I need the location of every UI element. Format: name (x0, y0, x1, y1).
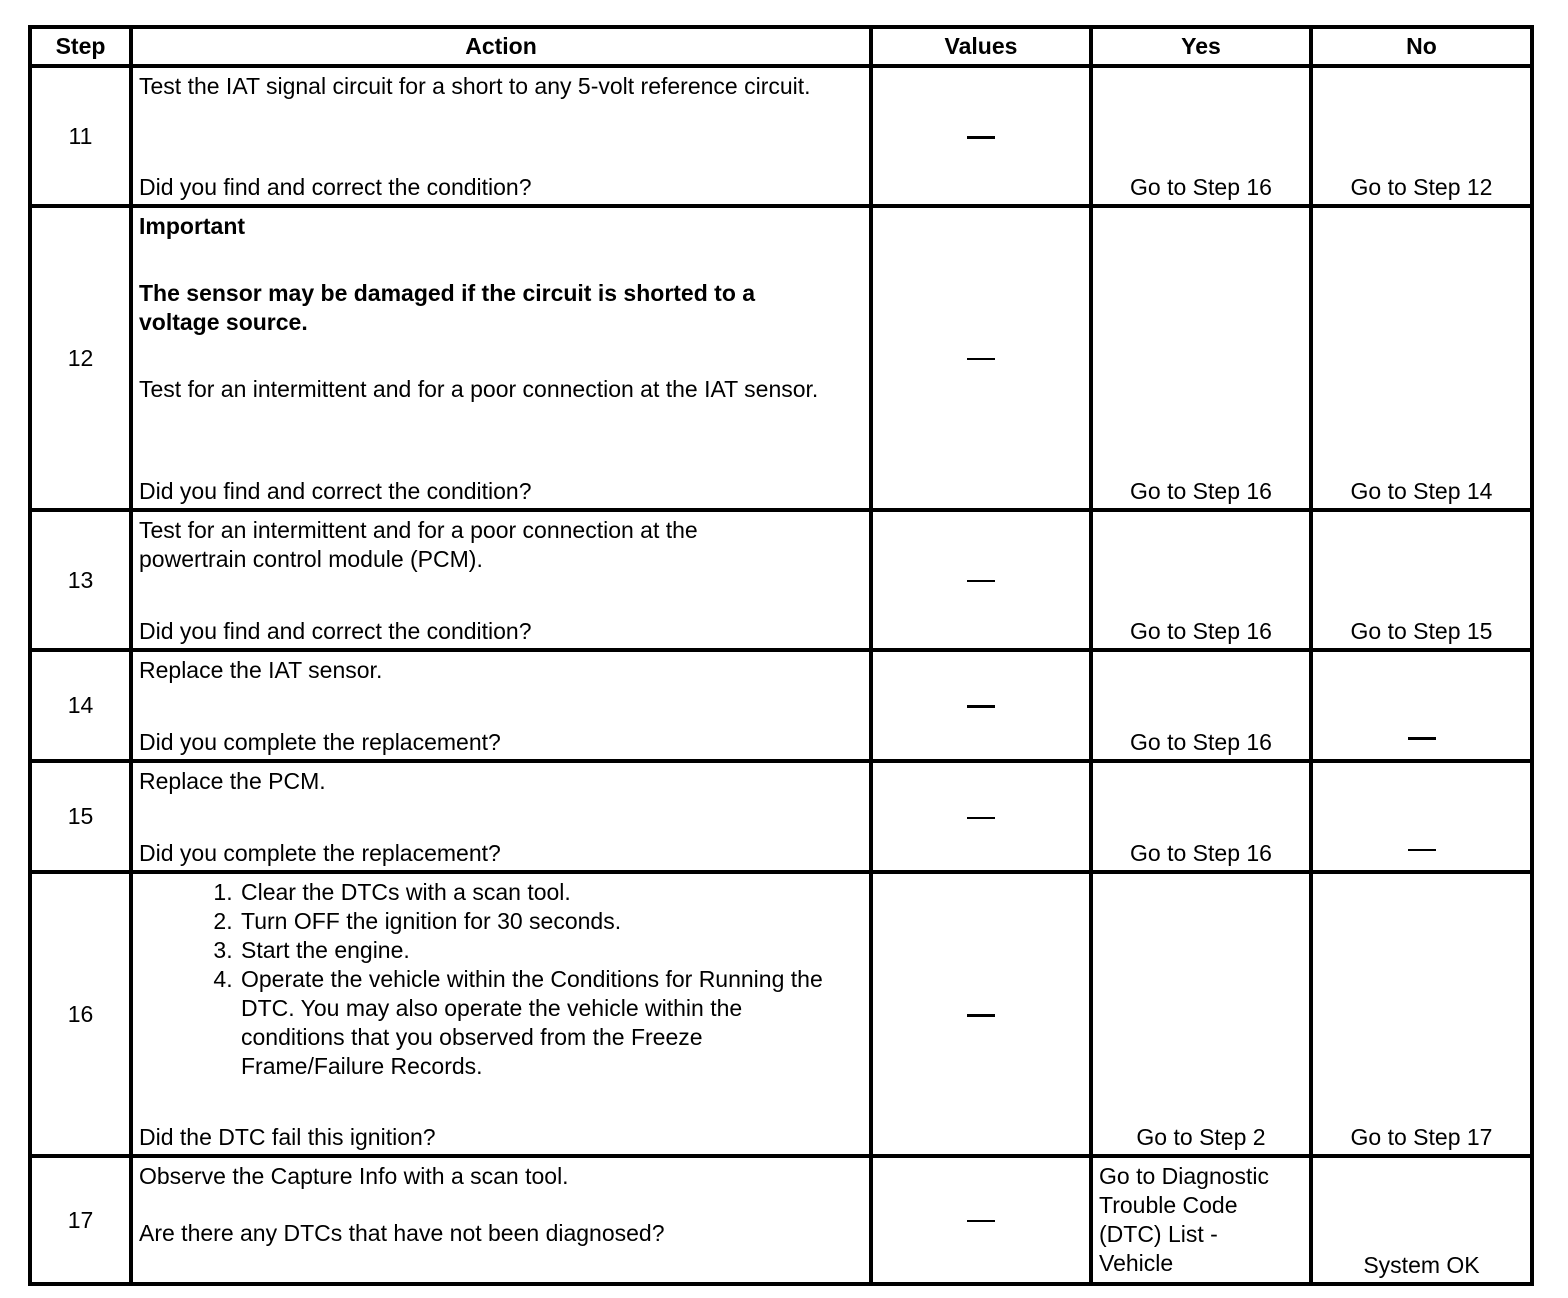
action-cell (131, 1156, 871, 1284)
action-text: Replace the IAT sensor. (139, 657, 383, 683)
step-number: 11 (30, 66, 131, 206)
values-cell (871, 510, 1091, 650)
table-row (30, 206, 1532, 510)
no-cell: System OK (1311, 1156, 1532, 1284)
action-question: Did the DTC fail this ignition? (139, 1124, 436, 1150)
dash-mark (967, 1014, 995, 1017)
step-number: 16 (30, 872, 131, 1156)
action-text: Replace the PCM. (139, 768, 326, 794)
yes-cell: Go to Step 16 (1091, 206, 1311, 510)
header-values: Values (871, 27, 1091, 66)
yes-cell: Go to Step 16 (1091, 510, 1311, 650)
list-item: 3. Start the engine. (239, 936, 863, 965)
table-row (30, 1156, 1532, 1284)
dash-mark (967, 817, 995, 819)
table-row (30, 761, 1532, 872)
header-row (30, 27, 1532, 66)
table-row (30, 872, 1532, 1156)
values-cell (871, 650, 1091, 761)
dash-mark (967, 136, 995, 139)
action-question: Are there any DTCs that have not been diagnosed? (139, 1220, 665, 1246)
action-cell (131, 650, 871, 761)
action-question: Did you complete the replacement? (139, 840, 501, 866)
table-row (30, 650, 1532, 761)
procedure-list (139, 878, 863, 1081)
step-number: 13 (30, 510, 131, 650)
no-cell (1311, 650, 1532, 761)
step-number: 12 (30, 206, 131, 510)
action-cell (131, 761, 871, 872)
action-text: Observe the Capture Info with a scan tool. (139, 1163, 569, 1189)
yes-cell: Go to Step 16 (1091, 761, 1311, 872)
action-cell (131, 66, 871, 206)
list-item: 1. Clear the DTCs with a scan tool. (239, 878, 863, 907)
values-cell (871, 206, 1091, 510)
table-row (30, 510, 1532, 650)
diagnostic-table (28, 25, 1534, 1286)
action-question: Did you find and correct the condition? (139, 618, 532, 644)
yes-cell: Go to Step 2 (1091, 872, 1311, 1156)
dash-mark (1408, 737, 1436, 740)
action-text: Test for an intermittent and for a poor connection at the powertrain control module (PCM). (139, 517, 698, 572)
no-cell (1311, 761, 1532, 872)
dash-mark (1408, 849, 1436, 851)
table-row (30, 66, 1532, 206)
values-cell (871, 66, 1091, 206)
values-cell (871, 872, 1091, 1156)
header-yes: Yes (1091, 27, 1311, 66)
values-cell (871, 1156, 1091, 1284)
dash-mark (967, 1220, 995, 1222)
values-cell (871, 761, 1091, 872)
no-cell: Go to Step 15 (1311, 510, 1532, 650)
action-cell (131, 872, 871, 1156)
header-step: Step (30, 27, 131, 66)
no-cell: Go to Step 14 (1311, 206, 1532, 510)
yes-cell: Go to Step 16 (1091, 650, 1311, 761)
list-item: 2. Turn OFF the ignition for 30 seconds. (239, 907, 863, 936)
dash-mark (967, 705, 995, 708)
list-item: 4. Operate the vehicle within the Conditions for Running the DTC. You may also operate the vehicle within the conditions that you observed from the Freeze Frame/Failure Records. (239, 965, 841, 1081)
action-text: Test for an intermittent and for a poor connection at the IAT sensor. (139, 376, 819, 402)
warning-text: The sensor may be damaged if the circuit is shorted to a voltage source. (139, 280, 756, 335)
no-cell: Go to Step 17 (1311, 872, 1532, 1156)
step-number: 15 (30, 761, 131, 872)
yes-cell: Go to Step 16 (1091, 66, 1311, 206)
important-label: Important (139, 213, 246, 239)
header-no: No (1311, 27, 1532, 66)
step-number: 14 (30, 650, 131, 761)
dash-mark (967, 580, 995, 582)
dash-mark (967, 358, 995, 360)
step-number: 17 (30, 1156, 131, 1284)
action-question: Did you find and correct the condition? (139, 478, 532, 504)
action-cell (131, 206, 871, 510)
action-cell (131, 510, 871, 650)
header-action: Action (131, 27, 871, 66)
no-cell: Go to Step 12 (1311, 66, 1532, 206)
action-question: Did you find and correct the condition? (139, 174, 532, 200)
action-text: Test the IAT signal circuit for a short to any 5-volt reference circuit. (139, 73, 811, 99)
yes-cell: Go to Diagnostic Trouble Code (DTC) List - Vehicle (1091, 1156, 1311, 1284)
action-question: Did you complete the replacement? (139, 729, 501, 755)
